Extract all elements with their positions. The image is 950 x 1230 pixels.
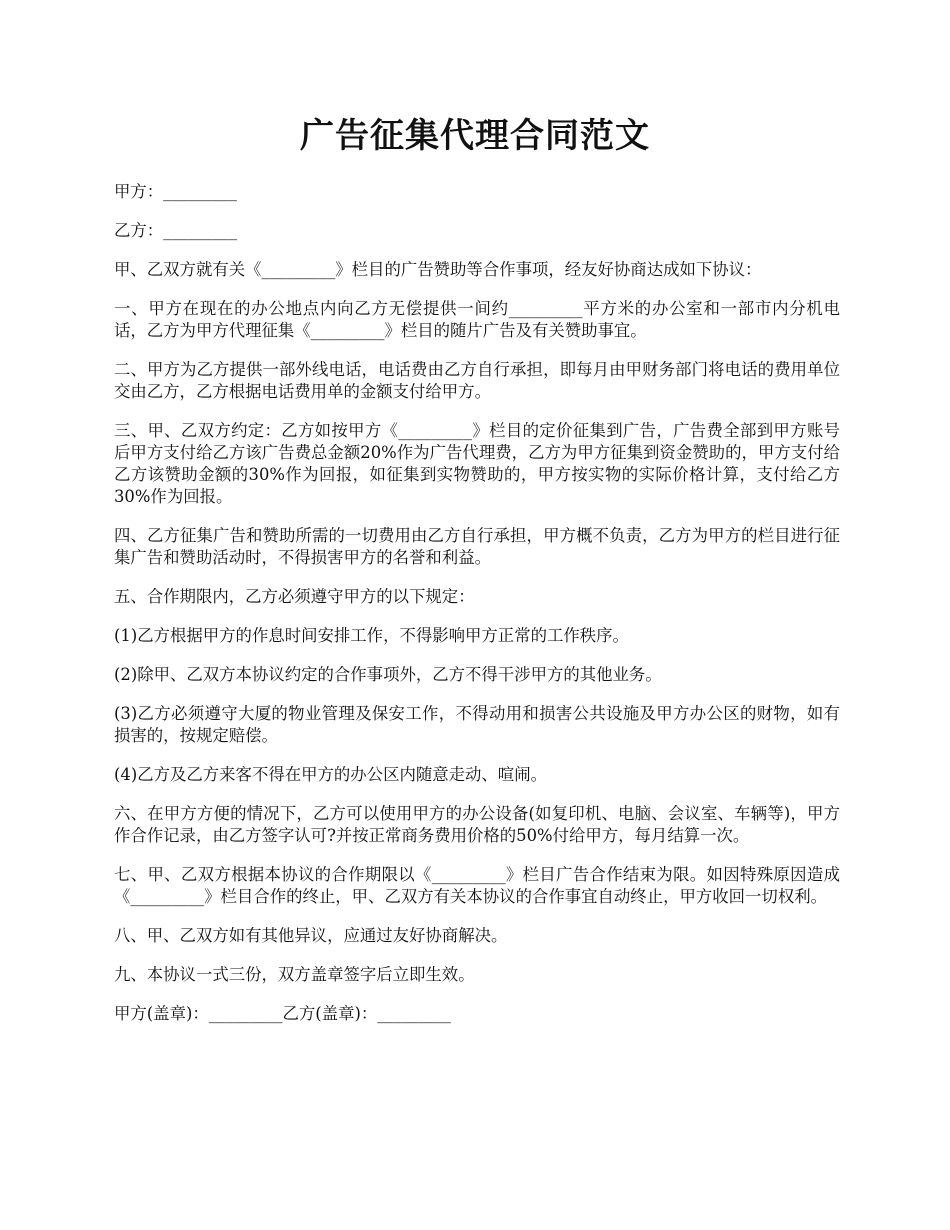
clause-5-item-1: (1)乙方根据甲方的作息时间安排工作，不得影响甲方正常的工作秩序。 xyxy=(114,626,629,645)
clause-3: 三、甲、乙双方约定：乙方如按甲方《_________》栏目的定价征集到广告，广告费全部到甲方账号后甲方支付给乙方该广告费总金额20%作为广告代理费，乙方为甲方征集到资金赞助的，甲方支付给乙方该赞助金额的30%作为回报，如征集到实物赞助的，甲方按实物的实际价格计算，支付给乙方30%作为回报。 xyxy=(114,421,840,506)
party-b-line: 乙方：_________ xyxy=(114,221,237,240)
clause-7: 七、甲、乙双方根据本协议的合作期限以《_________》栏目广告合作结束为限。如因特殊原因造成《_________》栏目合作的终止，甲、乙双方有关本协议的合作事宜自动终止，甲方收回一切权利。 xyxy=(114,865,840,906)
document-title: 广告征集代理合同范文 xyxy=(300,116,650,156)
clause-2: 二、甲方为乙方提供一部外线电话，电话费由乙方自行承担，即每月由甲财务部门将电话的费用单位交由乙方，乙方根据电话费用单的金额支付给甲方。 xyxy=(114,360,840,401)
clause-5-item-4: (4)乙方及乙方来客不得在甲方的办公区内随意走动、喧闹。 xyxy=(114,765,547,784)
clause-6: 六、在甲方方便的情况下，乙方可以使用甲方的办公设备(如复印机、电脑、会议室、车辆等)，甲方作合作记录，由乙方签字认可?并按正常商务费用价格的50%付给甲方，每月结算一次。 xyxy=(114,804,840,845)
clause-4: 四、乙方征集广告和赞助所需的一切费用由乙方自行承担，甲方概不负责，乙方为甲方的栏目进行征集广告和赞助活动时，不得损害甲方的名誉和利益。 xyxy=(114,526,840,567)
preamble-paragraph: 甲、乙双方就有关《_________》栏目的广告赞助等合作事项，经友好协商达成如下协议： xyxy=(114,260,762,279)
clause-1: 一、甲方在现在的办公地点内向乙方无偿提供一间约_________平方米的办公室和一部市内分机电话，乙方为甲方代理征集《_________》栏目的随片广告及有关赞助事宜。 xyxy=(114,299,840,340)
signature-line: 甲方(盖章)：_________乙方(盖章)：_________ xyxy=(114,1004,451,1023)
clause-8: 八、甲、乙双方如有其他异议，应通过友好协商解决。 xyxy=(114,926,508,945)
clause-5: 五、合作期限内，乙方必须遵守甲方的以下规定： xyxy=(114,587,475,606)
document-body xyxy=(114,181,840,1042)
clause-5-item-3: (3)乙方必须遵守大厦的物业管理及保安工作，不得动用和损害公共设施及甲方办公区的财物，如有损害的，按规定赔偿。 xyxy=(114,704,840,745)
clause-5-item-2: (2)除甲、乙双方本协议约定的合作事项外，乙方不得干涉甲方的其他业务。 xyxy=(114,665,662,684)
clause-9: 九、本协议一式三份，双方盖章签字后立即生效。 xyxy=(114,965,475,984)
party-a-line: 甲方：_________ xyxy=(114,182,237,201)
